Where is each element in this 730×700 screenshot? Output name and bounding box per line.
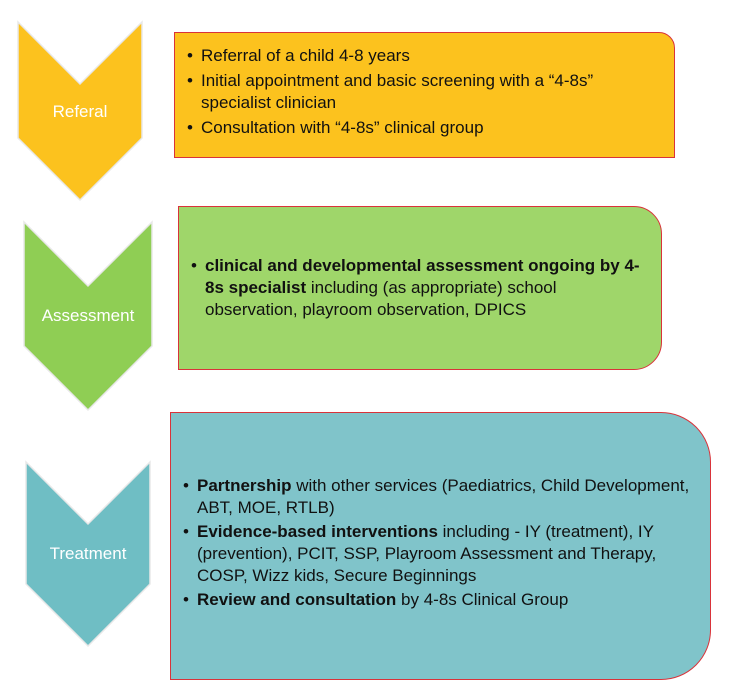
assessment-label: Assessment [41,306,135,325]
referal-list [185,45,658,139]
list-item: • Evidence-based interventions including - IY (treatment), IY (prevention), PCIT, SSP, Playroom Assessment and Therapy, COSP, Wizz kids, Secure Beginnings [181,521,696,587]
assessment-list [189,255,647,321]
list-item: • Referral of a child 4-8 years [185,45,658,67]
referal-label: Referal [52,102,108,121]
list-item: • Consultation with “4-8s” clinical group [185,117,658,139]
assessment-box [178,206,662,370]
treatment-list [181,475,696,611]
list-item: • Initial appointment and basic screening with a “4-8s” specialist clinician [185,70,658,114]
list-item: • Review and consultation by 4-8s Clinical Group [181,589,696,611]
treatment-label: Treatment [49,544,127,563]
list-item: • clinical and developmental assessment ongoing by 4-8s specialist including (as appropriate) school observation, playroom observation, DPICS [189,255,647,321]
referal-box [174,32,675,158]
list-item: • Partnership with other services (Paediatrics, Child Development, ABT, MOE, RTLB) [181,475,696,519]
treatment-box [170,412,711,680]
